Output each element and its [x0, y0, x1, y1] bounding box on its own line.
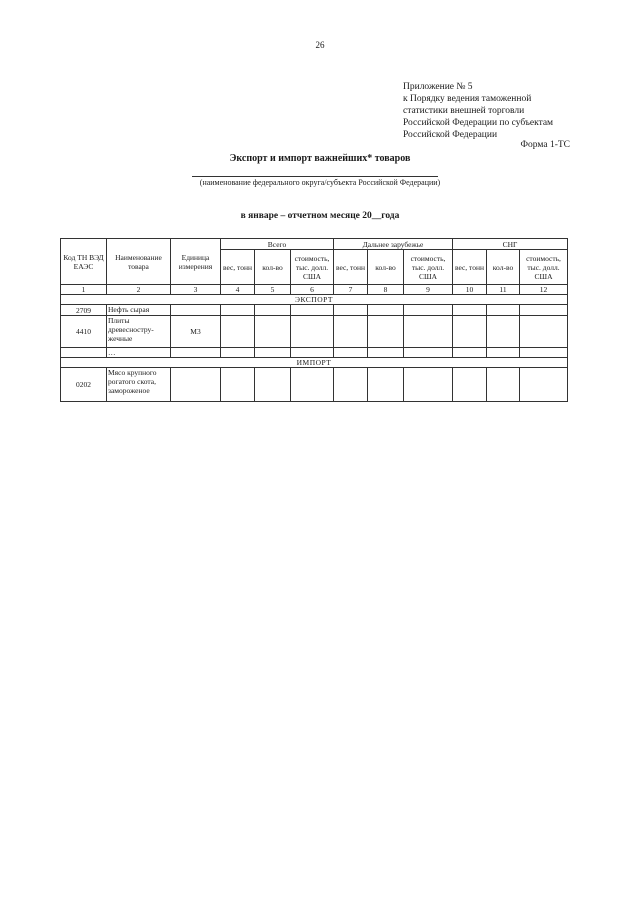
- cell-empty: [404, 316, 453, 348]
- column-number: 1: [61, 285, 107, 295]
- table-row: [61, 316, 568, 348]
- subheader-weight: вес, тонн: [221, 250, 255, 285]
- subheader-value: стоимость, тыс. долл. США: [520, 250, 568, 285]
- period-heading: в январе – отчетном месяце 20__года: [240, 211, 400, 221]
- cell-empty: [291, 316, 334, 348]
- subheader-qty: кол-во: [255, 250, 291, 285]
- cell-empty: [404, 305, 453, 316]
- appendix-note: [403, 81, 553, 141]
- subheader-value: стоимость, тыс. долл. США: [404, 250, 453, 285]
- cell-code: 2709: [61, 305, 107, 316]
- cell-empty: [368, 368, 404, 402]
- column-number: 11: [487, 285, 520, 295]
- cell-empty: [453, 368, 487, 402]
- cell-empty: [221, 348, 255, 358]
- table-row: [61, 348, 568, 358]
- document-title: Экспорт и импорт важнейших* товаров: [229, 153, 411, 164]
- cell-empty: [453, 305, 487, 316]
- cell-empty: [487, 305, 520, 316]
- cell-empty: [255, 348, 291, 358]
- form-name: Форма 1-ТС: [520, 140, 570, 150]
- appendix-line: Российской Федерации по субъектам: [403, 118, 554, 128]
- subheader-weight: вес, тонн: [453, 250, 487, 285]
- cell-empty: [404, 368, 453, 402]
- column-number: 7: [334, 285, 368, 295]
- cell-empty: [453, 316, 487, 348]
- cell-empty: [404, 348, 453, 358]
- header-name: Наименование товара: [107, 239, 171, 285]
- cell-empty: [520, 368, 568, 402]
- cell-name: Нефть сырая: [107, 305, 171, 316]
- cell-empty: [255, 305, 291, 316]
- cell-empty: [368, 305, 404, 316]
- cell-unit: М3: [171, 316, 221, 348]
- cell-empty: [487, 348, 520, 358]
- appendix-line: статистики внешней торговли: [403, 106, 525, 116]
- cell-code: 4410: [61, 316, 107, 348]
- cell-empty: [334, 316, 368, 348]
- cell-name: Плиты древесностру-жечные: [107, 316, 171, 348]
- cell-empty: [291, 368, 334, 402]
- cell-empty: [334, 348, 368, 358]
- column-number: 3: [171, 285, 221, 295]
- cell-empty: [520, 348, 568, 358]
- header-code: Код ТН ВЭД ЕАЭС: [61, 239, 107, 285]
- cell-unit: [171, 305, 221, 316]
- header-unit: Единица измерения: [171, 239, 221, 285]
- cell-empty: [453, 348, 487, 358]
- cell-empty: [291, 305, 334, 316]
- cell-empty: [221, 368, 255, 402]
- cell-empty: [487, 368, 520, 402]
- column-number: 5: [255, 285, 291, 295]
- table-row: [61, 305, 568, 316]
- column-number: 2: [107, 285, 171, 295]
- page-number: 26: [315, 40, 325, 50]
- column-number: 4: [221, 285, 255, 295]
- column-number: 6: [291, 285, 334, 295]
- cell-empty: [368, 348, 404, 358]
- cell-name: …: [107, 348, 171, 358]
- cell-unit: [171, 368, 221, 402]
- column-number: 12: [520, 285, 568, 295]
- subheader-weight: вес, тонн: [334, 250, 368, 285]
- column-number: 9: [404, 285, 453, 295]
- header-total: Всего: [221, 239, 334, 250]
- subheader-value: стоимость, тыс. долл. США: [291, 250, 334, 285]
- section-import: ИМПОРТ: [61, 358, 568, 368]
- appendix-line: к Порядку ведения таможенной: [403, 94, 532, 104]
- cell-code: [61, 348, 107, 358]
- column-number: 8: [368, 285, 404, 295]
- column-number-row: [61, 285, 568, 295]
- cell-empty: [291, 348, 334, 358]
- cell-empty: [520, 316, 568, 348]
- cell-empty: [255, 316, 291, 348]
- cell-unit: [171, 348, 221, 358]
- cell-empty: [334, 368, 368, 402]
- column-number: 10: [453, 285, 487, 295]
- section-export: ЭКСПОРТ: [61, 295, 568, 305]
- cell-empty: [487, 316, 520, 348]
- cell-empty: [221, 305, 255, 316]
- header-far-abroad: Дальнее зарубежье: [334, 239, 453, 250]
- subheader-qty: кол-во: [368, 250, 404, 285]
- cell-empty: [520, 305, 568, 316]
- appendix-line: Российской Федерации: [403, 130, 498, 140]
- cell-empty: [334, 305, 368, 316]
- cell-empty: [221, 316, 255, 348]
- cell-empty: [368, 316, 404, 348]
- header-cis: СНГ: [453, 239, 568, 250]
- cell-code: 0202: [61, 368, 107, 402]
- subheader-qty: кол-во: [487, 250, 520, 285]
- region-caption: (наименование федерального округа/субъекта Российской Федерации): [199, 178, 441, 187]
- goods-table: [60, 238, 568, 402]
- cell-empty: [255, 368, 291, 402]
- region-fill-line: [192, 176, 438, 177]
- cell-name: Мясо крупного рогатого скота, замороженое: [107, 368, 171, 402]
- appendix-line: Приложение № 5: [403, 82, 473, 92]
- table-row: [61, 368, 568, 402]
